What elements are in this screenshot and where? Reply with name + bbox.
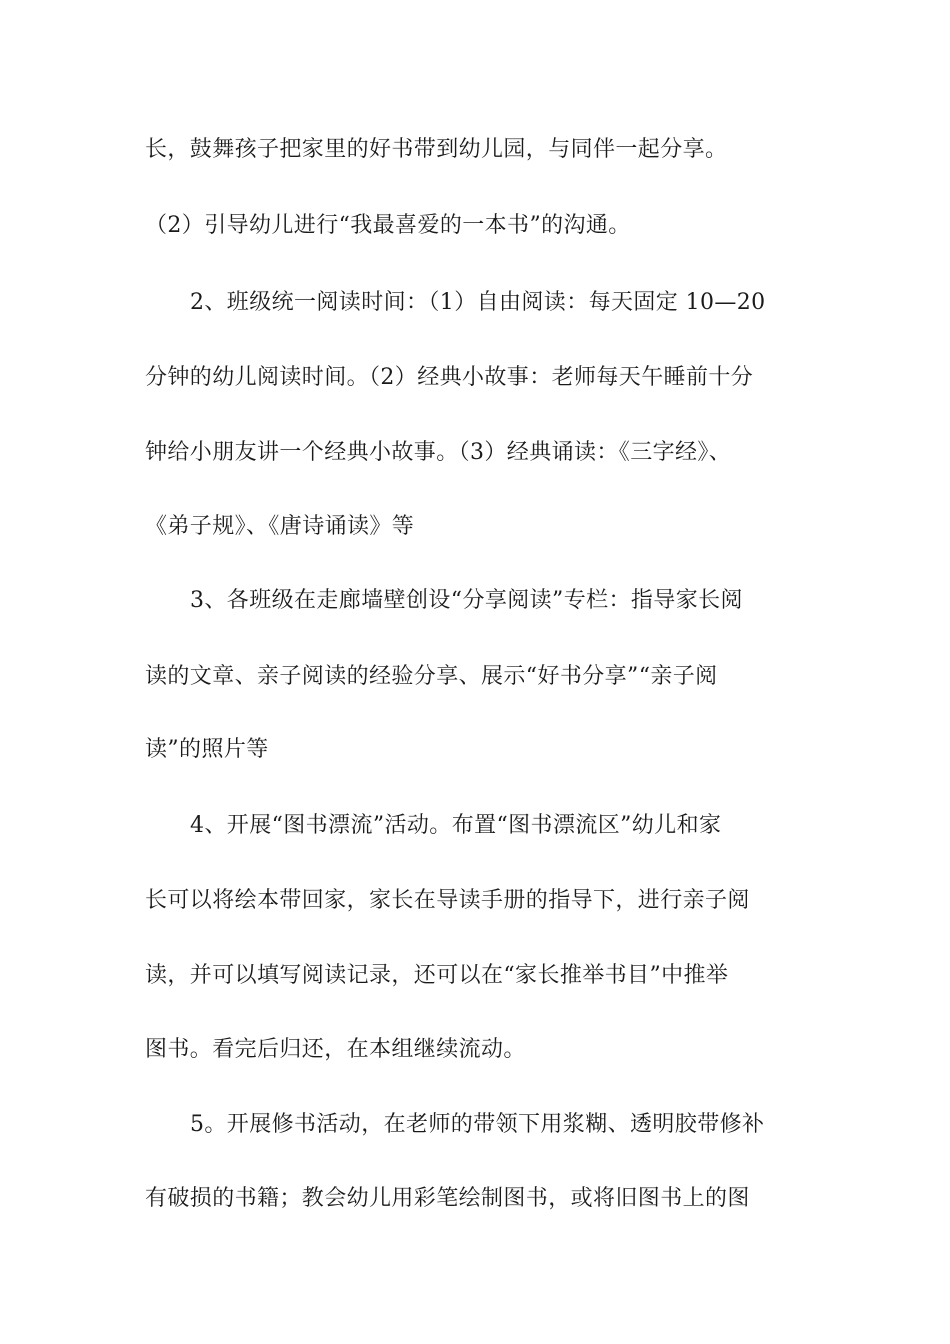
text-line: 长，鼓舞孩子把家里的好书带到幼儿园，与同伴一起分享。: [145, 137, 728, 162]
text-line: 《弟子规》、《唐诗诵读》等: [145, 514, 415, 539]
text-line: 图书。看完后归还，在本组继续流动。: [145, 1037, 526, 1062]
text-line: （2）引导幼儿进行“我最喜爱的一本书”的沟通。: [145, 213, 631, 238]
paragraph-start-line: 5。开展修书活动，在老师的带领下用浆糊、透明胶带修补: [190, 1112, 765, 1137]
text-line: 长可以将绘本带回家，家长在导读手册的指导下，进行亲子阅: [145, 888, 750, 913]
paragraph-start-line: 2、班级统一阅读时间：（1）自由阅读：每天固定 10—20: [190, 290, 766, 315]
text-line: 分钟的幼儿阅读时间。（2）经典小故事：老师每天午睡前十分: [145, 365, 754, 390]
text-line: 有破损的书籍；教会幼儿用彩笔绘制图书，或将旧图书上的图: [145, 1186, 750, 1211]
paragraph-start-line: 3、各班级在走廊墙壁创设“分享阅读”专栏：指导家长阅: [190, 588, 743, 613]
paragraph-start-line: 4、开展“图书漂流”活动。布置“图书漂流区”幼儿和家: [190, 813, 722, 838]
text-line: 读，并可以填写阅读记录，还可以在“家长推举书目”中推举: [145, 963, 729, 988]
text-line: 读的文章、亲子阅读的经验分享、展示“好书分享”“亲子阅: [145, 664, 718, 689]
text-line: 读”的照片等: [145, 737, 269, 762]
text-line: 钟给小朋友讲一个经典小故事。（3）经典诵读：《三字经》、: [145, 440, 732, 465]
